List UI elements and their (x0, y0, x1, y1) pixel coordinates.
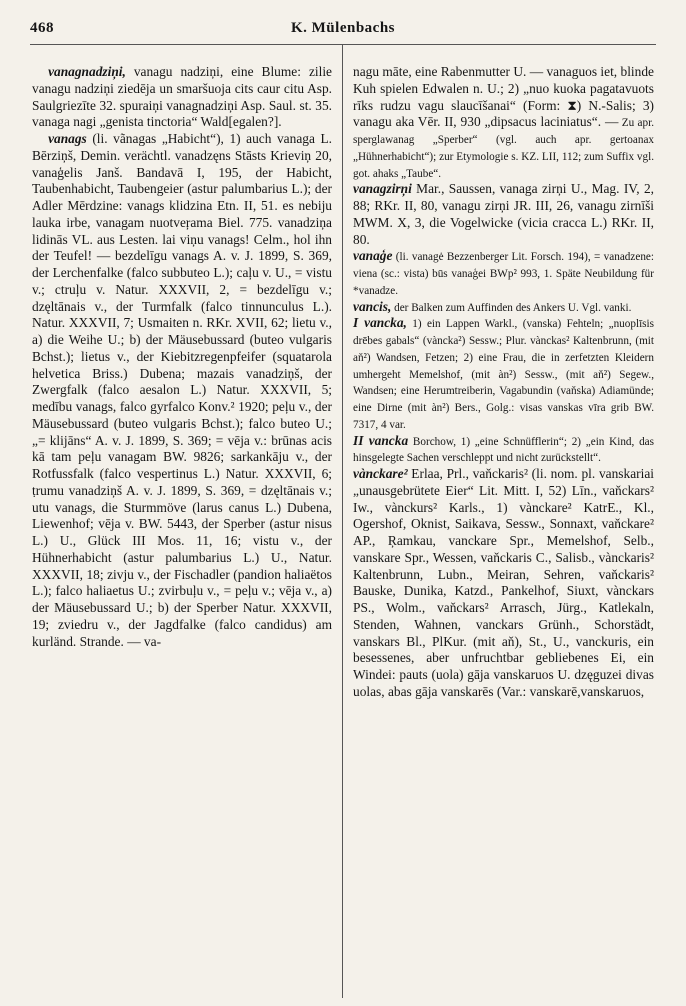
text-columns (30, 44, 656, 998)
entry-note: Zu apr. sperglawanag „Sperber“ (vgl. auch apr. gertoanax „Hühnerhabicht“); zur Etymologie s. KZ. LII, 112; zum Suffix vgl. got. ahaks „Taube“. (353, 117, 654, 180)
dictionary-entry (353, 299, 654, 316)
page-header (30, 20, 656, 42)
entry-headword: I vancka, (353, 315, 407, 331)
entry-text: Mar., Saussen, vanaga zirņi U., Mag. IV, 2, 88; RKr. II, 80, vanagu zirņi JR. III, 26, vanagu zirnīši MWM. X, 3, die Vogelwicke (vicia cracca L.) RKr. II, 80. (353, 181, 654, 247)
entry-headword: vanags (48, 131, 87, 146)
entry-note: Borchow, 1) „eine Schnüfflerin“; 2) „ein Kind, das hinsgelegte Sachen verschleppt und nicht zurückstellt“. (353, 435, 654, 465)
entry-note: der Balken zum Auffinden des Ankers U. Vgl. vanki. (391, 301, 632, 314)
entry-headword: vanagzirņi (353, 181, 412, 197)
entry-note: (li. vanagė Bezzenberger Lit. Forsch. 194), = vanadzene: viena (sc.: vista) būs vanaģei BWp² 993, 1. Späte Neubildung für *vanadze. (353, 251, 654, 297)
entry-note: 1) ein Lappen Warkl., (vanska) Fehteln; „nuoplīsis drēbes gabals“ (vàncka²) Sessw.; Plur. vànckas² Kaltenbrunn, (mit aň²) Wandsen, Fetzen; 2) eine Frau, die in zerfetzten Kleidern umhergeht Memelshof, (mit àn²) Sessw., (mit aň²) Segew., Wandsen; eine Herumtreiberin, Vagabundin (vaňska) Adiamünde; eine Dirne (mit àn²) Bers., Golg.: visas vanskas vīra grib BW. 7317, 4 var. (353, 318, 654, 431)
entry-headword: II vancka (353, 432, 409, 448)
dictionary-entry (32, 64, 332, 131)
entry-headword: vanaģe (353, 248, 393, 264)
page-number: 468 (30, 20, 54, 36)
entry-text: vanagu nadziņi, eine Blume: zilie vanagu nadziņi ziedēja un smaršuoja cits caur citu Asp. Saulgriezīte 32. spuraiņi vanagnadziņi Asp. Saul. st. 35. vanaga nagi „genista tinctoria“ Wald[egalen?]. (32, 64, 332, 130)
left-column (30, 45, 343, 998)
dictionary-entry (353, 64, 654, 181)
dictionary-entry (353, 181, 654, 248)
dictionary-entry (32, 131, 332, 650)
entry-headword: vànckare² (353, 466, 408, 481)
dictionary-entry (353, 248, 654, 298)
running-title: K. Mülenbachs (290, 20, 395, 36)
dictionary-entry (353, 466, 654, 701)
entry-headword: vancis, (353, 298, 392, 314)
entry-text: (li. vãnagas „Habicht“), 1) auch vanaga L. Bērziņš, Demin. verächtl. vanadzęns Stāsts Krieviņ 20, vanaģelis Janš. Bandavā I, 195, der Habicht, Taubenhabicht, Taubengeier (astur palumbarius L.); der Adler Mērdzine: vanags klidzina Etn. II, 51. es nebiju lauka irbe, vanagam nuotveŗama Biel. 775. vanadziņa lidinās VL. aus Lesten. lai viņu vanags! Celm., hol ihn der Teufel! — bezdelīgu vanags A. v. J. 1899, S. 369, der Lerchenfalke (falco subbuteo L.); caļu v. U., = vistu v.; ctruļu v. Natur. XXXVII, 2, = bezdelīgu v.; dzęltānais v., der Turmfalk (falco tinnunculus L.). Natur. XXXVII, 7; Usmaiten n. RKr. XVII, 62; lietu v., a) die Weihe U.; b) der Mäusebussard (buteo vulgaris Bchst.); lietus v., der Kiebitzregenpfeifer (squatarola helvetica Briss.) Dubena; mazais vanadziņš, der Zwergfalk (falco aesalon L.) Natur. XXXVII, 5; medību vanags, falco gyrfalco Konv.² 1920; peļu v., der Mäusebussard (buteo vulgaris Bchst.); falco buteo U.; „= klijāns“ A. v. J. 1899, S. 369; = vēja v.: brūnas acis kā tam peļu vanagam BW. 9826; sarkankāju v., der Rotfussfalk (falco vespertinus L.) Natur. XXXVII, 6; ṭrumu vanadziņš A. v. J. 1899, S. 369, = dzęltānais v.; utu vanags, die Sturmmöve (larus canus L.) Dubena, Liewenhof; vēja v. BW. 5443, der Sperber (astur nisus L.) U., Glück III Mos. 11, 16; vistu v., der Hühnerhabicht (astur palumbarius L.) U., Natur. XXXVII, 18; zivju v., der Fischadler (pandion haliaëtos L.); falco haliaetus U.; zvirbuļu v., = peļu v.; vēja v., a) der Mäusebussard U.; b) der Sperber Natur. XXXVII, 19; zviedru v., der Jagdfalke (falco candidus) am kurländ. Strande. — va- (32, 131, 332, 649)
right-column (343, 45, 656, 998)
dictionary-entry (353, 315, 654, 432)
entry-headword: vanagnadziņi, (48, 64, 126, 79)
entry-text: Erlaa, Prl., vaňckaris² (li. nom. pl. vanskariai „unausgebrütete Eier“ Lit. Mitt. I, 52) Līn., vaňckars² Iw., vànckurs² Karls., 1) vànckare² KatrE., Kl., Ogershof, Oknist, Saikava, Sessw., Sonnaxt, vaňckare² AP., Ŗamkau, vanckare Spr., Memelshof, Selb., vanskare Spr., Wessen, vaňckaris C., Salisb., vànckaris² Kaltenbrunn, Lubn., Meiran, Sehren, vaňckaris² Bauske, Dunika, Katzd., Pankelhof, Siuxt, vànckars PS., Wolm., vaňckars² Arrasch, Jürg., Katlekaln, Stenden, Wahnen, vanckars Grünh., Schorstädt, vanskars Bl., PlKur. (mit aň), St., U., vanckuris, ein besessenes, aber unfruchtbar gebliebenes Ei, ein Windei: pauts (uola) gāja vanskaruos U. dzęguzei divas uolas, abas gāja vanskarēs (Var.: vanskarē,vanskaruos, (353, 466, 654, 699)
dictionary-entry (353, 433, 654, 467)
entry-text: nagu māte, eine Rabenmutter U. — vanaguos iet, blinde Kuh spielen Edwalen n. U.; 2) „nuo kuoka pagatavuots rīks rudzu vagu slaucīšanai“ (Form: ⧗) N.-Salis; 3) vanagu aka Vēr. II, 930 „dipsacus laciniatus“. — (353, 64, 654, 130)
